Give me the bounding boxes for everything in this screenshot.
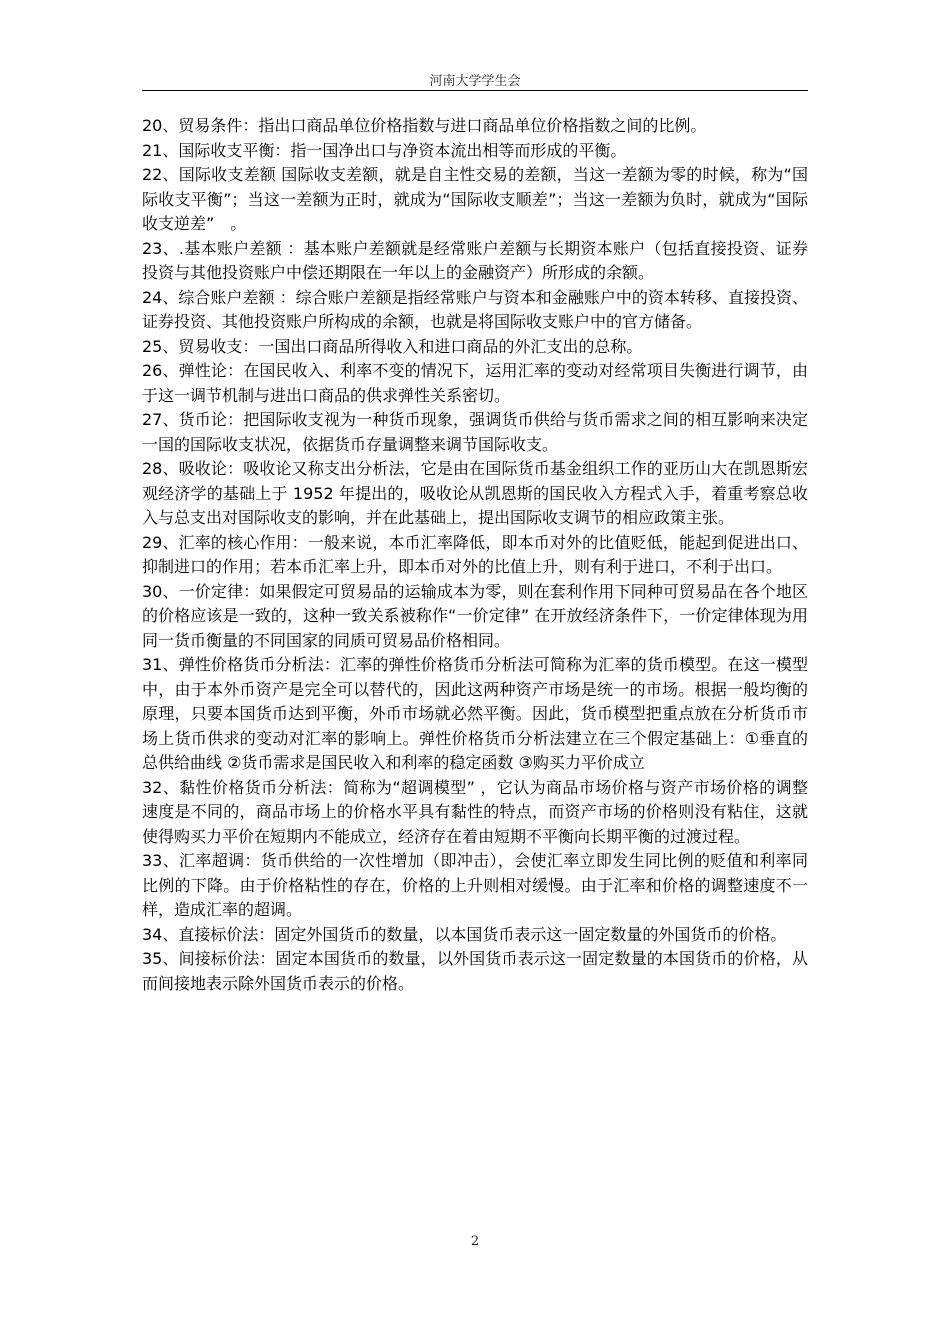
entry-28: 28、吸收论：吸收论又称支出分析法，它是由在国际货币基金组织工作的亚历山大在凯恩斯宏观经济学的基础上于 1952 年提出的，吸收论从凯恩斯的国民收入方程式入手，着重考察总收入与总支出对国际收支的影响，并在此基础上，提出国际收支调节的相应政策主张。 — [142, 459, 808, 527]
entry-31: 31、弹性价格货币分析法：汇率的弹性价格货币分析法可简称为汇率的货币模型。在这一模型中，由于本外币资产是完全可以替代的，因此这两种资产市场是统一的市场。根据一般均衡的原理，只要本国货币达到平衡，外币市场就必然平衡。因此，货币模型把重点放在分析货币市场上货币供求的变动对汇率的影响上。弹性价格货币分析法建立在三个假定基础上：①垂直的总供给曲线 ②货币需求是国民收入和利率的稳定函数 ③购买力平价成立 — [142, 655, 808, 772]
entry-32: 32、黏性价格货币分析法：简称为“超调模型” ，它认为商品市场价格与资产市场价格的调整速度是不同的，商品市场上的价格水平具有黏性的特点，而资产市场的价格则没有粘住，这就使得购买力平价在短期内不能成立，经济存在着由短期不平衡向长期平衡的过渡过程。 — [142, 777, 808, 846]
entry-33: 33、汇率超调：货币供给的一次性增加（即冲击），会使汇率立即发生同比例的贬值和利率同比例的下降。由于价格粘性的存在，价格的上升则相对缓慢。由于汇率和价格的调整速度不一样，造成汇率的超调。 — [142, 851, 808, 919]
page-body — [142, 114, 808, 996]
entry-23: 23、.基本账户差额 ：基本账户差额就是经常账户差额与长期资本账户（包括直接投资、证券投资与其他投资账户中偿还期限在一年以上的金融资产）所形成的余额。 — [142, 238, 808, 282]
page-number: 2 — [470, 1234, 480, 1249]
entry-25: 25、贸易收支：一国出口商品所得收入和进口商品的外汇支出的总称。 — [142, 336, 643, 356]
entry-26: 26、弹性论：在国民收入、利率不变的情况下，运用汇率的变动对经常项目失衡进行调节，由于这一调节机制与进出口商品的供求弹性关系密切。 — [142, 361, 808, 405]
entry-20: 20、贸易条件：指出口商品单位价格指数与进口商品单位价格指数之间的比例。 — [142, 116, 707, 135]
entry-21: 21、国际收支平衡：指一国净出口与净资本流出相等而形成的平衡。 — [142, 140, 627, 160]
header-divider — [142, 90, 808, 91]
entry-30: 30、一价定律：如果假定可贸易品的运输成本为零，则在套利作用下同种可贸易品在各个地区的价格应该是一致的，这种一致关系被称作“一价定律” 在开放经济条件下，一价定律体现为用同一货币衡量的不同国家的同质可贸易品价格相同。 — [142, 581, 808, 650]
entry-29: 29、汇率的核心作用：一般来说，本币汇率降低，即本币对外的比值贬低，能起到促进出口、抑制进口的作用；若本币汇率上升，即本币对外的比值上升，则有利于进口，不利于出口。 — [142, 532, 808, 576]
entry-22: 22、国际收支差额 国际收支差额，就是自主性交易的差额，当这一差额为零的时候，称为“国际收支平衡”；当这一差额为正时，就成为“国际收支顺差”；当这一差额为负时，就成为“国际收支逆差” 。 — [142, 165, 808, 233]
entry-24: 24、综合账户差额 ：综合账户差额是指经常账户与资本和金融账户中的资本转移、直接投资、证券投资、其他投资账户所构成的余额，也就是将国际收支账户中的官方储备。 — [142, 287, 808, 331]
entry-27: 27、货币论：把国际收支视为一种货币现象，强调货币供给与货币需求之间的相互影响来决定一国的国际收支状况，依据货币存量调整来调节国际收支。 — [142, 410, 808, 454]
entry-35: 35、间接标价法：固定本国货币的数量，以外国货币表示这一固定数量的本国货币的价格，从而间接地表示除外国货币表示的价格。 — [142, 949, 808, 993]
page-header: 河南大学学生会 — [429, 74, 521, 89]
entry-34: 34、直接标价法：固定外国货币的数量，以本国货币表示这一固定数量的外国货币的价格。 — [142, 924, 787, 944]
